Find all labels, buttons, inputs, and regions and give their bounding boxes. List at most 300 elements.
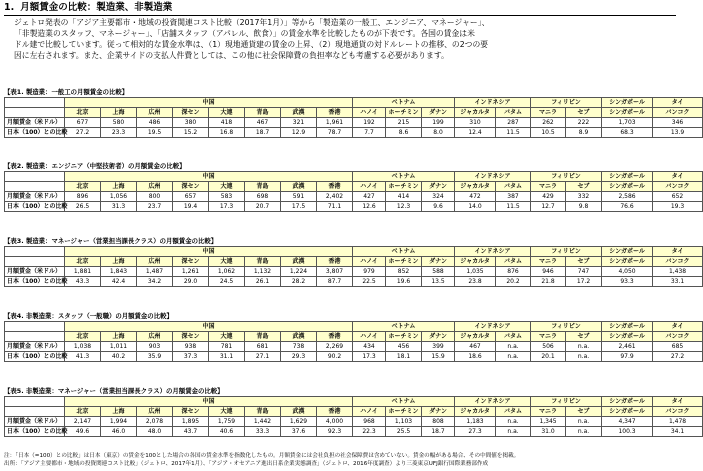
city-header: ダナン [422, 257, 455, 267]
value-cell: 17.3 [209, 202, 245, 212]
value-cell: 486 [137, 118, 173, 128]
table-title: 【表5. 非製造業：マネージャー（営業担当課長クラス）の月額賃金の比較】 [4, 387, 224, 395]
value-cell: 429 [531, 192, 566, 202]
value-cell: 685 [653, 342, 703, 352]
city-header: ジャカルタ [455, 407, 496, 417]
country-header: インドネシア [455, 98, 531, 108]
wage-table-block [4, 88, 690, 138]
city-header: ハノイ [353, 108, 386, 118]
japan-ratio-row [5, 128, 703, 138]
value-cell: 903 [137, 342, 173, 352]
row-label: 月額賃金（米ドル） [5, 118, 65, 128]
wage-table [4, 246, 703, 287]
value-cell: 18.1 [386, 352, 422, 362]
city-header: 深セン [173, 108, 209, 118]
city-header: ダナン [422, 407, 455, 417]
value-cell: n.a. [566, 352, 602, 362]
value-cell: 7.7 [353, 128, 386, 138]
value-cell: 979 [353, 267, 386, 277]
country-header: フィリピン [531, 322, 602, 332]
city-header: ダナン [422, 332, 455, 342]
value-cell: 591 [281, 192, 317, 202]
city-header: ハノイ [353, 182, 386, 192]
value-cell: 17.5 [281, 202, 317, 212]
city-header: ホーチミン [386, 407, 422, 417]
value-cell: 1,994 [101, 417, 137, 427]
city-header: セブ [566, 407, 602, 417]
country-header: ベトナム [353, 397, 455, 407]
value-cell: 35.9 [137, 352, 173, 362]
city-header: 武漢 [281, 108, 317, 118]
wage-table-block [4, 162, 690, 212]
value-cell: 1,183 [455, 417, 496, 427]
city-header: シンガポール [602, 257, 653, 267]
header-blank-cell [5, 332, 65, 342]
city-header: 青島 [245, 182, 281, 192]
value-cell: 20.1 [531, 352, 566, 362]
header-blank-cell [5, 257, 65, 267]
wage-table-block [4, 237, 690, 287]
value-cell: 1,224 [281, 267, 317, 277]
city-header: 大連 [209, 108, 245, 118]
value-cell: 287 [496, 118, 531, 128]
value-cell: 17.2 [566, 277, 602, 287]
country-header: インドネシア [455, 172, 531, 182]
city-header: バタム [496, 257, 531, 267]
city-header: 広州 [137, 332, 173, 342]
value-cell: 1,062 [209, 267, 245, 277]
value-cell: 652 [653, 192, 703, 202]
country-header: 中国 [65, 397, 353, 407]
footnote-note: 注：「日本（=100）との比較」は日本（東京）の賃金を100とした場合の各国の賃金水準を指数化したもの。月額賃金には会社負担の社会保障費は含めていない。賃金の幅がある場合、その中間値を掲載。 [4, 453, 520, 459]
value-cell: 3,807 [317, 267, 353, 277]
value-cell: n.a. [496, 352, 531, 362]
city-header: 大連 [209, 182, 245, 192]
city-header: 武漢 [281, 257, 317, 267]
city-header: セブ [566, 182, 602, 192]
value-cell: 2,269 [317, 342, 353, 352]
row-label: 月額賃金（米ドル） [5, 417, 65, 427]
table-title: 【表2. 製造業：エンジニア（中堅技術者）の月額賃金の比較】 [4, 162, 186, 170]
value-cell: n.a. [496, 427, 531, 437]
wage-table [4, 97, 703, 138]
country-header: シンガポール [602, 172, 653, 182]
value-cell: 580 [101, 118, 137, 128]
value-cell: 657 [173, 192, 209, 202]
value-cell: 8.9 [566, 128, 602, 138]
value-cell: 31.0 [531, 427, 566, 437]
country-header: タイ [653, 172, 703, 182]
city-header: 北京 [65, 332, 101, 342]
value-cell: 33.1 [653, 277, 703, 287]
city-header: 深セン [173, 182, 209, 192]
city-header: 大連 [209, 257, 245, 267]
city-header: 香港 [317, 257, 353, 267]
header-blank-cell [5, 182, 65, 192]
value-cell: 12.4 [455, 128, 496, 138]
city-header: 広州 [137, 407, 173, 417]
city-header: 武漢 [281, 332, 317, 342]
value-cell: n.a. [496, 342, 531, 352]
city-header: 青島 [245, 332, 281, 342]
value-cell: 46.0 [101, 427, 137, 437]
wage-table [4, 171, 703, 212]
japan-ratio-row [5, 427, 703, 437]
value-cell: 1,961 [317, 118, 353, 128]
value-cell: 11.5 [496, 128, 531, 138]
city-header: ダナン [422, 182, 455, 192]
city-header: 大連 [209, 407, 245, 417]
country-header: ベトナム [353, 172, 455, 182]
value-cell: 698 [245, 192, 281, 202]
city-header: バンコク [653, 182, 703, 192]
city-header: バンコク [653, 108, 703, 118]
value-cell: 1,759 [209, 417, 245, 427]
monthly-wage-row [5, 118, 703, 128]
city-header: 深セン [173, 407, 209, 417]
value-cell: 1,438 [653, 267, 703, 277]
monthly-wage-row [5, 417, 703, 427]
country-header: タイ [653, 98, 703, 108]
value-cell: 1,345 [531, 417, 566, 427]
monthly-wage-row [5, 342, 703, 352]
value-cell: 21.8 [531, 277, 566, 287]
value-cell: 22.5 [353, 277, 386, 287]
value-cell: 40.2 [101, 352, 137, 362]
value-cell: 1,703 [602, 118, 653, 128]
value-cell: 1,629 [281, 417, 317, 427]
value-cell: 1,056 [101, 192, 137, 202]
city-header: 上海 [101, 257, 137, 267]
city-header: 香港 [317, 182, 353, 192]
value-cell: 332 [566, 192, 602, 202]
value-cell: 43.3 [65, 277, 101, 287]
value-cell: 25.5 [386, 427, 422, 437]
city-header: 青島 [245, 108, 281, 118]
value-cell: 456 [386, 342, 422, 352]
value-cell: 26.1 [245, 277, 281, 287]
city-header: バタム [496, 407, 531, 417]
city-header: マニラ [531, 182, 566, 192]
value-cell: 28.2 [281, 277, 317, 287]
city-header: ホーチミン [386, 257, 422, 267]
value-cell: 20.7 [245, 202, 281, 212]
value-cell: 946 [531, 267, 566, 277]
value-cell: 346 [653, 118, 703, 128]
value-cell: 1,011 [101, 342, 137, 352]
city-header: バンコク [653, 407, 703, 417]
city-header: ホーチミン [386, 108, 422, 118]
value-cell: 800 [137, 192, 173, 202]
value-cell: 16.8 [209, 128, 245, 138]
wage-table [4, 396, 703, 437]
city-header: 上海 [101, 332, 137, 342]
wage-table [4, 321, 703, 362]
header-blank-cell [5, 172, 65, 182]
value-cell: 24.5 [209, 277, 245, 287]
section-heading [4, 2, 676, 16]
city-header: 広州 [137, 108, 173, 118]
city-header: バンコク [653, 257, 703, 267]
intro-line: 「非製造業のスタッフ、マネージャー」、「店舗スタッフ（アパレル、飲食）」の賃金水準を比較したものが下表です。各国の賃金は米 [14, 29, 475, 38]
table-title: 【表4. 非製造業：スタッフ（一般職）の月額賃金の比較】 [4, 312, 173, 320]
city-header: シンガポール [602, 407, 653, 417]
value-cell: 12.7 [531, 202, 566, 212]
value-cell: 34.1 [653, 427, 703, 437]
wage-table-block [4, 387, 690, 437]
value-cell: 747 [566, 267, 602, 277]
value-cell: 588 [422, 267, 455, 277]
country-header: フィリピン [531, 172, 602, 182]
value-cell: 1,103 [386, 417, 422, 427]
city-header: セブ [566, 332, 602, 342]
value-cell: 4,000 [317, 417, 353, 427]
value-cell: 852 [386, 267, 422, 277]
city-header: セブ [566, 108, 602, 118]
value-cell: 87.7 [317, 277, 353, 287]
city-header: マニラ [531, 407, 566, 417]
value-cell: 18.6 [455, 352, 496, 362]
value-cell: 12.6 [353, 202, 386, 212]
row-label: 日本（100）との比較 [5, 202, 65, 212]
monthly-wage-row [5, 192, 703, 202]
value-cell: 15.2 [173, 128, 209, 138]
city-header: マニラ [531, 332, 566, 342]
intro-line: 因に左右されます。また、企業サイドの支払人件費としては、この他に社会保障費の負担率なども考慮する必要があります。 [14, 51, 449, 60]
city-header: 北京 [65, 257, 101, 267]
value-cell: 467 [245, 118, 281, 128]
value-cell: 310 [455, 118, 496, 128]
value-cell: 12.9 [281, 128, 317, 138]
city-header: 北京 [65, 407, 101, 417]
value-cell: 23.8 [455, 277, 496, 287]
value-cell: 93.3 [602, 277, 653, 287]
value-cell: 1,132 [245, 267, 281, 277]
city-header: ホーチミン [386, 182, 422, 192]
value-cell: 42.4 [101, 277, 137, 287]
intro-line: ドル建で比較しています。従って相対的な賃金水準は、（1）現地通貨建の賃金の上昇、（2）現地通貨の対ドルレートの推移、の2つの要 [14, 40, 489, 49]
country-header: インドネシア [455, 397, 531, 407]
city-header: ハノイ [353, 257, 386, 267]
value-cell: 808 [422, 417, 455, 427]
value-cell: 27.3 [455, 427, 496, 437]
value-cell: 9.8 [566, 202, 602, 212]
city-header: 広州 [137, 257, 173, 267]
value-cell: 13.5 [422, 277, 455, 287]
value-cell: 100.3 [602, 427, 653, 437]
country-header: 中国 [65, 98, 353, 108]
city-header: 青島 [245, 407, 281, 417]
section-title: 月額賃金の比較：製造業、非製造業 [20, 2, 173, 13]
city-header: 香港 [317, 332, 353, 342]
value-cell: 43.7 [173, 427, 209, 437]
city-header: ホーチミン [386, 332, 422, 342]
value-cell: 41.3 [65, 352, 101, 362]
value-cell: 472 [455, 192, 496, 202]
country-header: フィリピン [531, 98, 602, 108]
city-header: ジャカルタ [455, 332, 496, 342]
value-cell: 1,487 [137, 267, 173, 277]
country-header: シンガポール [602, 98, 653, 108]
value-cell: 11.5 [496, 202, 531, 212]
value-cell: 427 [353, 192, 386, 202]
value-cell: 19.4 [173, 202, 209, 212]
value-cell: 4,050 [602, 267, 653, 277]
row-label: 日本（100）との比較 [5, 277, 65, 287]
value-cell: 215 [386, 118, 422, 128]
city-header: ダナン [422, 108, 455, 118]
row-label: 月額賃金（米ドル） [5, 267, 65, 277]
value-cell: 12.3 [386, 202, 422, 212]
country-header: ベトナム [353, 98, 455, 108]
value-cell: 18.7 [245, 128, 281, 138]
value-cell: 2,147 [65, 417, 101, 427]
country-header: ベトナム [353, 322, 455, 332]
value-cell: 222 [566, 118, 602, 128]
value-cell: 414 [386, 192, 422, 202]
city-header: 上海 [101, 407, 137, 417]
value-cell: 34.2 [137, 277, 173, 287]
city-header: 広州 [137, 182, 173, 192]
value-cell: 583 [209, 192, 245, 202]
header-blank-cell [5, 397, 65, 407]
value-cell: n.a. [566, 342, 602, 352]
row-label: 月額賃金（米ドル） [5, 342, 65, 352]
city-header: 上海 [101, 182, 137, 192]
japan-ratio-row [5, 277, 703, 287]
value-cell: 2,586 [602, 192, 653, 202]
value-cell: 78.7 [317, 128, 353, 138]
value-cell: 1,843 [101, 267, 137, 277]
value-cell: 18.7 [422, 427, 455, 437]
city-header: シンガポール [602, 332, 653, 342]
value-cell: 506 [531, 342, 566, 352]
country-header: シンガポール [602, 247, 653, 257]
city-header: セブ [566, 257, 602, 267]
country-header: ベトナム [353, 247, 455, 257]
country-header: タイ [653, 247, 703, 257]
value-cell: 76.6 [602, 202, 653, 212]
intro-paragraph [14, 17, 674, 61]
japan-ratio-row [5, 352, 703, 362]
value-cell: 15.9 [422, 352, 455, 362]
value-cell: 418 [209, 118, 245, 128]
value-cell: 387 [496, 192, 531, 202]
header-blank-cell [5, 108, 65, 118]
header-blank-cell [5, 98, 65, 108]
value-cell: 27.1 [245, 352, 281, 362]
value-cell: 23.7 [137, 202, 173, 212]
value-cell: 68.3 [602, 128, 653, 138]
country-header: タイ [653, 322, 703, 332]
value-cell: 23.3 [101, 128, 137, 138]
city-header: 武漢 [281, 182, 317, 192]
value-cell: 33.3 [245, 427, 281, 437]
city-header: 上海 [101, 108, 137, 118]
value-cell: n.a. [566, 417, 602, 427]
city-header: 香港 [317, 108, 353, 118]
value-cell: 199 [422, 118, 455, 128]
city-header: シンガポール [602, 182, 653, 192]
value-cell: 19.5 [137, 128, 173, 138]
row-label: 日本（100）との比較 [5, 128, 65, 138]
monthly-wage-row [5, 267, 703, 277]
value-cell: 10.5 [531, 128, 566, 138]
value-cell: 1,895 [173, 417, 209, 427]
city-header: 北京 [65, 108, 101, 118]
value-cell: 192 [353, 118, 386, 128]
value-cell: 13.9 [653, 128, 703, 138]
value-cell: 8.0 [422, 128, 455, 138]
value-cell: 29.0 [173, 277, 209, 287]
city-header: 大連 [209, 332, 245, 342]
city-header: バタム [496, 182, 531, 192]
table-title: 【表1. 製造業：一般工の月額賃金の比較】 [4, 88, 129, 96]
city-header: ジャカルタ [455, 257, 496, 267]
country-header: シンガポール [602, 397, 653, 407]
country-header: 中国 [65, 247, 353, 257]
value-cell: 17.3 [353, 352, 386, 362]
header-blank-cell [5, 247, 65, 257]
country-header: インドネシア [455, 247, 531, 257]
value-cell: 399 [422, 342, 455, 352]
value-cell: 37.6 [281, 427, 317, 437]
value-cell: 1,261 [173, 267, 209, 277]
city-header: 北京 [65, 182, 101, 192]
country-header: 中国 [65, 172, 353, 182]
country-header: フィリピン [531, 397, 602, 407]
value-cell: 14.0 [455, 202, 496, 212]
value-cell: 876 [496, 267, 531, 277]
country-header: 中国 [65, 322, 353, 332]
value-cell: 1,881 [65, 267, 101, 277]
city-header: 深セン [173, 257, 209, 267]
value-cell: 31.3 [101, 202, 137, 212]
value-cell: 4,347 [602, 417, 653, 427]
city-header: バタム [496, 332, 531, 342]
value-cell: 938 [173, 342, 209, 352]
value-cell: 19.6 [386, 277, 422, 287]
city-header: バンコク [653, 332, 703, 342]
japan-ratio-row [5, 202, 703, 212]
country-header: インドネシア [455, 322, 531, 332]
value-cell: 1,442 [245, 417, 281, 427]
row-label: 日本（100）との比較 [5, 427, 65, 437]
footnotes [4, 452, 676, 468]
value-cell: 27.2 [653, 352, 703, 362]
value-cell: 781 [209, 342, 245, 352]
intro-line: ジェトロ発表の「アジア主要都市・地域の投資関連コスト比較（2017年1月）」等から「製造業の一般工、エンジニア、マネージャー」、 [14, 18, 490, 27]
value-cell: 738 [281, 342, 317, 352]
value-cell: 380 [173, 118, 209, 128]
value-cell: 321 [281, 118, 317, 128]
value-cell: 896 [65, 192, 101, 202]
city-header: シンガポール [602, 108, 653, 118]
value-cell: 31.1 [209, 352, 245, 362]
city-header: マニラ [531, 108, 566, 118]
value-cell: 434 [353, 342, 386, 352]
header-blank-cell [5, 322, 65, 332]
value-cell: 27.2 [65, 128, 101, 138]
value-cell: 681 [245, 342, 281, 352]
value-cell: 1,038 [65, 342, 101, 352]
value-cell: 1,035 [455, 267, 496, 277]
value-cell: 8.6 [386, 128, 422, 138]
footnote-source: 出所：「アジア主要都市・地域の投資関連コスト比較」（ジェトロ、2017年1月）、「アジア・オセアニア進出日系企業実態調査」（ジェトロ、2016年度調査）より三菱東京UFJ銀行国際業務部作成 [4, 461, 489, 467]
header-blank-cell [5, 407, 65, 417]
value-cell: 40.6 [209, 427, 245, 437]
value-cell: 48.0 [137, 427, 173, 437]
